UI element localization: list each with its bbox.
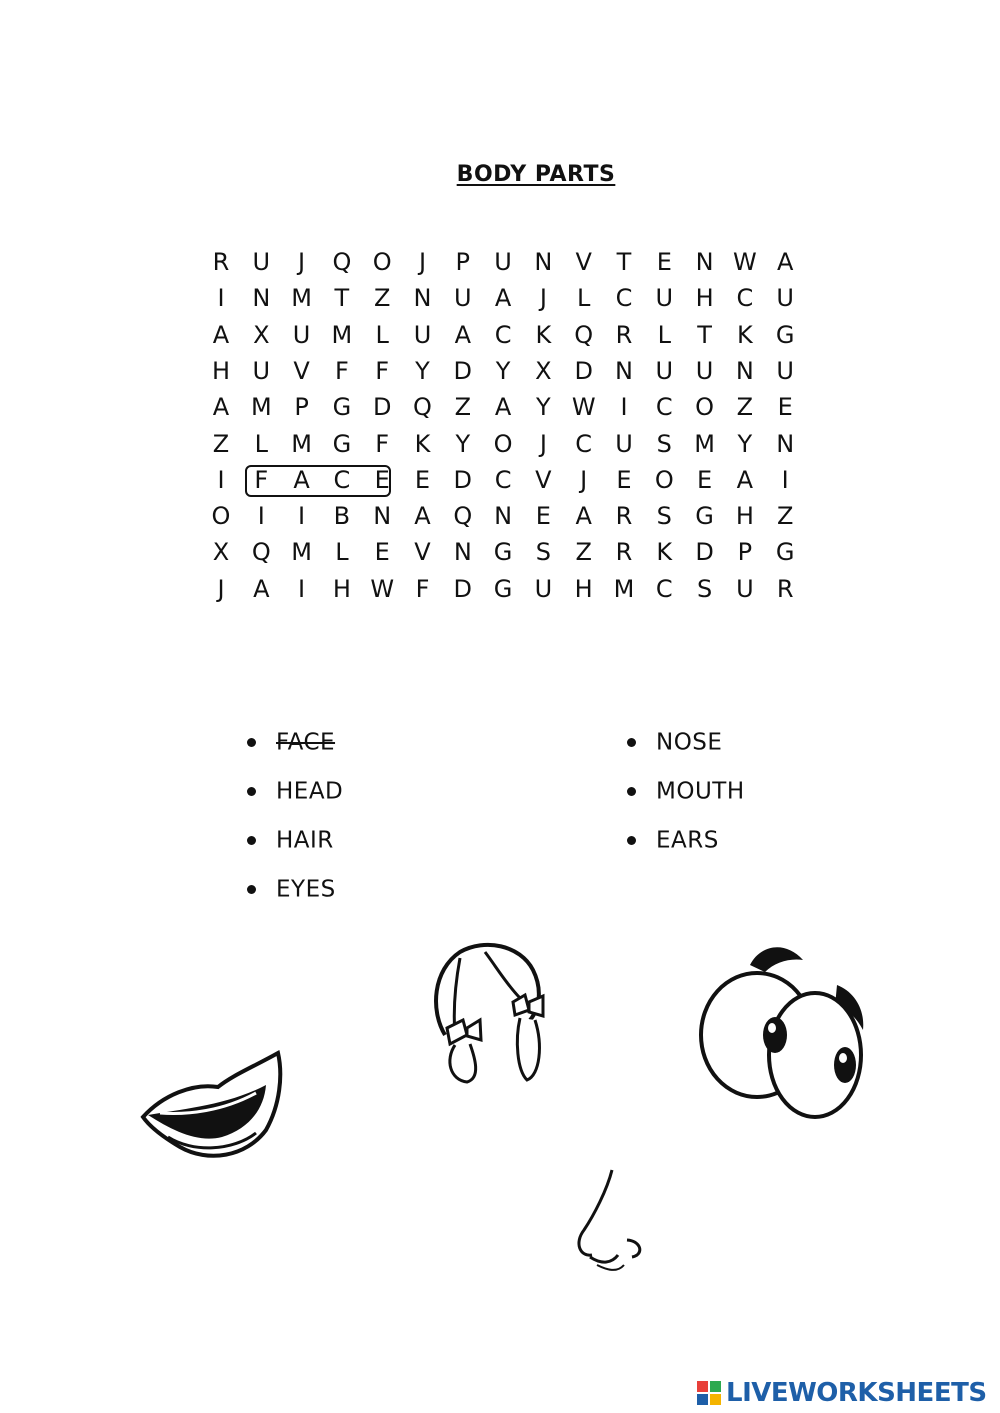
grid-letter[interactable]: F: [375, 429, 390, 458]
grid-letter[interactable]: G: [695, 502, 714, 531]
word-search-grid[interactable]: [201, 244, 801, 614]
worksheet-title: BODY PARTS: [456, 162, 616, 187]
grid-letter[interactable]: K: [535, 320, 552, 349]
grid-letter[interactable]: P: [455, 248, 471, 276]
grid-letter[interactable]: N: [453, 538, 472, 567]
grid-letter[interactable]: A: [454, 320, 471, 349]
grid-letter[interactable]: U: [695, 356, 714, 385]
grid-letter[interactable]: Z: [212, 429, 230, 458]
word-list-right: [623, 726, 745, 873]
word-list-item: [243, 726, 343, 775]
grid-letter[interactable]: T: [616, 248, 632, 276]
grid-letter[interactable]: I: [620, 393, 628, 422]
grid-letter[interactable]: Q: [413, 393, 432, 422]
grid-letter[interactable]: J: [298, 248, 306, 276]
grid-letter[interactable]: C: [575, 429, 593, 458]
grid-letter[interactable]: R: [776, 574, 794, 603]
grid-letter[interactable]: N: [735, 356, 754, 385]
grid-letter[interactable]: L: [335, 538, 349, 567]
mouth-illustration: [138, 1045, 288, 1170]
word-label: HEAD: [276, 778, 344, 805]
bullet-icon: [247, 738, 256, 747]
grid-letter[interactable]: F: [254, 465, 269, 494]
grid-letter[interactable]: I: [217, 465, 225, 494]
grid-letter[interactable]: A: [253, 574, 270, 603]
grid-letter[interactable]: Z: [736, 393, 754, 422]
grid-letter[interactable]: T: [334, 284, 350, 313]
grid-letter[interactable]: A: [776, 248, 794, 276]
grid-letter[interactable]: R: [615, 502, 633, 531]
grid-letter[interactable]: A: [575, 502, 592, 531]
grid-letter[interactable]: V: [293, 356, 310, 385]
grid-letter[interactable]: U: [494, 248, 512, 276]
grid-letter[interactable]: U: [776, 356, 794, 385]
liveworksheets-logo[interactable]: [696, 1376, 987, 1410]
grid-letter[interactable]: L: [375, 320, 389, 349]
grid-letter[interactable]: Q: [251, 538, 271, 567]
grid-letter[interactable]: F: [375, 356, 390, 385]
grid-letter[interactable]: U: [252, 356, 271, 385]
liveworksheets-logo-icon: [696, 1380, 722, 1406]
grid-letter[interactable]: D: [695, 538, 714, 567]
word-list-left: [243, 726, 343, 922]
grid-letter[interactable]: N: [413, 284, 432, 313]
grid-letter[interactable]: D: [574, 356, 593, 385]
grid-letter[interactable]: G: [332, 393, 352, 422]
grid-letter[interactable]: W: [571, 393, 596, 422]
grid-letter[interactable]: R: [212, 248, 230, 276]
grid-letter[interactable]: A: [494, 284, 512, 313]
grid-letter[interactable]: A: [414, 502, 431, 531]
grid-letter[interactable]: D: [372, 393, 392, 422]
grid-letter[interactable]: J: [217, 574, 225, 603]
grid-letter[interactable]: N: [615, 356, 633, 385]
grid-letter[interactable]: J: [539, 284, 547, 313]
grid-letter[interactable]: G: [775, 538, 795, 567]
hair-illustration: [425, 940, 555, 1090]
liveworksheets-logo-text: LIVEWORKSHEETS: [726, 1378, 987, 1408]
grid-letter[interactable]: P: [294, 393, 309, 422]
grid-letter[interactable]: U: [292, 320, 311, 349]
grid-letter[interactable]: S: [656, 502, 672, 531]
grid-letter[interactable]: X: [535, 356, 552, 385]
word-list-item: [623, 726, 745, 775]
grid-letter[interactable]: Q: [453, 502, 473, 531]
grid-letter[interactable]: O: [493, 429, 513, 458]
grid-letter[interactable]: H: [574, 574, 593, 603]
grid-letter[interactable]: T: [697, 320, 712, 349]
grid-letter[interactable]: G: [493, 574, 513, 603]
grid-letter[interactable]: J: [580, 465, 588, 494]
word-label: NOSE: [656, 729, 723, 756]
grid-letter[interactable]: M: [694, 429, 715, 458]
grid-letter[interactable]: D: [453, 465, 473, 494]
grid-letter[interactable]: K: [737, 320, 753, 349]
grid-letter[interactable]: J: [418, 248, 427, 276]
bullet-icon: [247, 836, 256, 845]
grid-letter[interactable]: N: [534, 248, 553, 276]
grid-letter[interactable]: L: [577, 284, 591, 313]
grid-letter[interactable]: C: [494, 320, 512, 349]
word-list-item: [623, 775, 745, 824]
grid-letter[interactable]: I: [781, 465, 789, 494]
grid-letter[interactable]: A: [293, 465, 310, 494]
grid-letter[interactable]: Y: [415, 356, 430, 385]
grid-letter[interactable]: E: [535, 502, 551, 531]
grid-letter[interactable]: Z: [575, 538, 592, 567]
grid-letter[interactable]: D: [453, 574, 473, 603]
grid-letter[interactable]: Z: [454, 393, 472, 422]
grid-letter[interactable]: C: [736, 284, 754, 313]
grid-letter[interactable]: L: [254, 429, 268, 458]
grid-letter[interactable]: H: [332, 574, 351, 603]
grid-letter[interactable]: I: [298, 574, 306, 603]
grid-letter[interactable]: A: [494, 393, 512, 422]
grid-letter[interactable]: S: [535, 538, 551, 567]
grid-letter[interactable]: Q: [574, 320, 594, 349]
word-label: EARS: [656, 827, 719, 854]
grid-letter[interactable]: U: [655, 356, 674, 385]
word-label: EYES: [276, 876, 336, 903]
grid-letter[interactable]: C: [615, 284, 633, 313]
grid-letter[interactable]: O: [695, 393, 715, 422]
nose-illustration: [572, 1165, 652, 1275]
grid-letter[interactable]: Y: [455, 429, 471, 458]
grid-letter[interactable]: S: [656, 429, 672, 458]
grid-letter[interactable]: C: [655, 393, 673, 422]
bullet-icon: [627, 787, 636, 796]
word-list-item: [243, 873, 343, 922]
grid-letter[interactable]: H: [695, 284, 714, 313]
grid-letter[interactable]: E: [697, 465, 713, 494]
grid-letter[interactable]: L: [657, 320, 671, 349]
grid-letter[interactable]: M: [331, 320, 353, 349]
grid-letter[interactable]: H: [211, 356, 231, 385]
grid-letter[interactable]: X: [212, 538, 230, 567]
grid-letter[interactable]: B: [333, 502, 351, 531]
grid-letter[interactable]: E: [374, 465, 390, 494]
grid-letter[interactable]: N: [252, 284, 271, 313]
grid-letter[interactable]: V: [575, 248, 592, 276]
grid-letter[interactable]: Y: [737, 429, 753, 458]
grid-letter[interactable]: E: [656, 248, 672, 276]
grid-letter[interactable]: I: [298, 502, 306, 531]
word-list-item: [243, 824, 343, 873]
grid-letter[interactable]: N: [695, 248, 714, 276]
grid-letter[interactable]: U: [413, 320, 432, 349]
grid-letter[interactable]: U: [252, 248, 271, 276]
grid-letter[interactable]: K: [656, 538, 673, 567]
grid-letter[interactable]: E: [777, 393, 793, 422]
bullet-icon: [247, 885, 256, 894]
grid-letter[interactable]: F: [334, 356, 349, 385]
grid-letter[interactable]: M: [250, 393, 272, 422]
grid-letter[interactable]: Z: [373, 284, 391, 313]
grid-letter[interactable]: W: [370, 574, 395, 603]
grid-letter[interactable]: R: [615, 320, 633, 349]
grid-letter[interactable]: O: [211, 502, 231, 531]
word-list-item: [243, 775, 343, 824]
grid-letter[interactable]: Q: [332, 248, 352, 276]
grid-letter[interactable]: C: [333, 465, 351, 494]
grid-letter[interactable]: U: [454, 284, 472, 313]
grid-letter[interactable]: D: [453, 356, 473, 385]
grid-letter[interactable]: N: [776, 429, 795, 458]
grid-letter[interactable]: O: [654, 465, 674, 494]
grid-letter[interactable]: N: [494, 502, 513, 531]
grid-letter[interactable]: Y: [536, 393, 551, 422]
eyes-illustration: [695, 940, 870, 1125]
grid-letter[interactable]: C: [494, 465, 512, 494]
grid-letter[interactable]: S: [696, 574, 713, 603]
grid-letter[interactable]: P: [737, 538, 753, 567]
bullet-icon: [247, 787, 256, 796]
grid-letter[interactable]: Z: [776, 502, 794, 531]
grid-letter[interactable]: C: [655, 574, 673, 603]
grid-letter[interactable]: M: [291, 429, 312, 458]
grid-letter[interactable]: V: [414, 538, 431, 567]
bullet-icon: [627, 836, 636, 845]
grid-letter[interactable]: E: [374, 538, 390, 567]
grid-letter[interactable]: X: [253, 320, 270, 349]
grid-letter[interactable]: Y: [495, 356, 511, 385]
word-label: MOUTH: [656, 778, 745, 805]
grid-letter[interactable]: O: [372, 248, 392, 276]
grid-letter[interactable]: G: [775, 320, 795, 349]
grid-letter[interactable]: F: [415, 574, 430, 603]
grid-letter[interactable]: U: [776, 284, 794, 313]
grid-letter[interactable]: V: [535, 465, 552, 494]
grid-letter[interactable]: E: [616, 465, 632, 494]
grid-letter[interactable]: K: [414, 429, 431, 458]
grid-letter[interactable]: A: [212, 320, 230, 349]
grid-letter[interactable]: A: [212, 393, 230, 422]
word-list-item: [623, 824, 745, 873]
grid-letter[interactable]: J: [539, 429, 547, 458]
grid-letter[interactable]: G: [332, 429, 352, 458]
grid-letter[interactable]: M: [291, 284, 312, 313]
grid-letter[interactable]: N: [373, 502, 392, 531]
bullet-icon: [627, 738, 636, 747]
grid-letter[interactable]: U: [615, 429, 633, 458]
grid-letter[interactable]: M: [613, 574, 635, 603]
grid-letter[interactable]: A: [736, 465, 754, 494]
grid-letter[interactable]: W: [733, 248, 757, 276]
grid-letter[interactable]: H: [735, 502, 754, 531]
grid-letter[interactable]: M: [291, 538, 312, 567]
word-label: HAIR: [276, 827, 334, 854]
grid-letter[interactable]: U: [736, 574, 754, 603]
word-label: FACE: [276, 729, 336, 756]
grid-letter[interactable]: E: [414, 465, 431, 494]
grid-letter[interactable]: U: [534, 574, 553, 603]
grid-letter[interactable]: R: [615, 538, 633, 567]
grid-letter[interactable]: G: [493, 538, 513, 567]
grid-letter[interactable]: I: [257, 502, 265, 531]
grid-letter[interactable]: U: [655, 284, 674, 313]
grid-letter[interactable]: I: [217, 284, 225, 313]
found-word-highlight-face: [245, 465, 391, 497]
worksheet-title-wrap: [0, 162, 1000, 187]
